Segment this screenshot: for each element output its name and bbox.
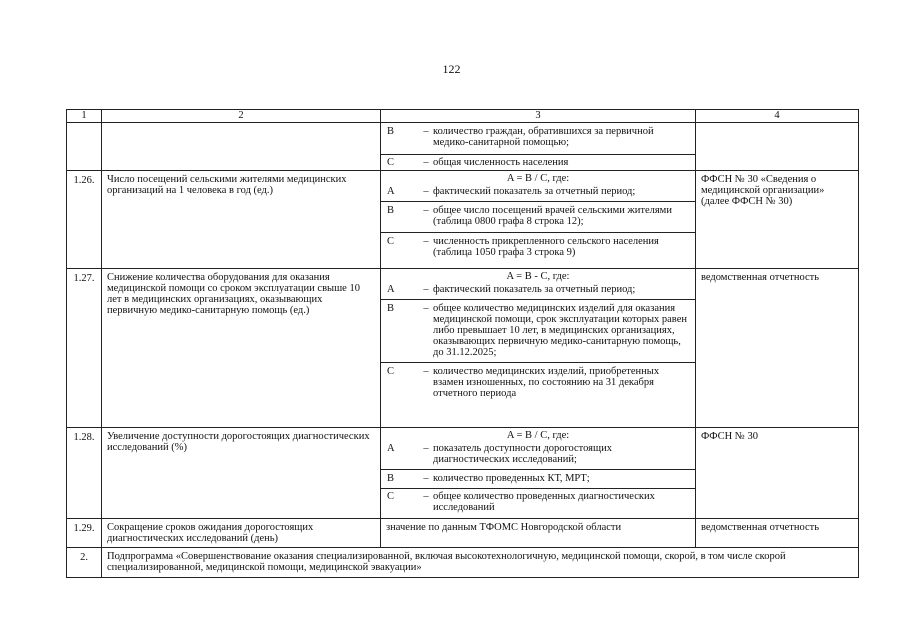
definition-item: B – общее число посещений врачей сельскими жителями (таблица 0800 графа 8 строка 12); [387,205,672,227]
definition-item: C – общая численность населения [387,157,569,168]
formula: A = B / C, где: [506,430,570,441]
source-cell: ведомственная отчетность [696,269,859,428]
table-row [67,269,859,428]
indicator-name: Число посещений сельскими жителями медицинских организаций на 1 человека в год (ед.) [102,171,381,269]
definition-item: B – количество проведенных КТ, МРТ; [387,473,590,484]
row-number: 2. [67,548,102,578]
definition-item: B – количество граждан, обратившихся за первичной медико-санитарной помощью; [387,126,654,148]
definition-item: A – показатель доступности дорогостоящих диагностических исследований; [387,443,612,465]
column-header: 2 [102,110,381,123]
row-number: 1.28. [67,428,102,519]
source-cell: ФФСН № 30 [696,428,859,519]
source-cell: ФФСН № 30 «Сведения о медицинской организации» (далее ФФСН № 30) [696,171,859,269]
definition-item: A – фактический показатель за отчетный период; [387,186,636,197]
table-row [67,548,859,578]
row-number: 1.29. [67,519,102,548]
formula: A = B - C, где: [506,271,570,282]
definition-item: A – фактический показатель за отчетный период; [387,284,636,295]
table-row [67,519,859,548]
formula-cell [381,269,696,428]
formula-cell [381,123,696,171]
row-number: 1.27. [67,269,102,428]
indicator-name: Снижение количества оборудования для оказания медицинской помощи со сроком эксплуатации свыше 10 лет в медицинских организациях, оказывающих первичную медико-санитарную помощь (ед.) [102,269,381,428]
column-header: 3 [381,110,696,123]
subprogram-title: Подпрограмма «Совершенствование оказания специализированной, включая высокотехнологичную, медицинской помощи, скорой, в том числе скорой специализированной, медицинской помощи, медицинской эвакуации» [102,548,859,578]
column-header: 1 [67,110,102,123]
table-row [67,171,859,269]
formula-cell [381,171,696,269]
definition-item: C – общее количество проведенных диагностических исследований [387,491,655,513]
source-cell: ведомственная отчетность [696,519,859,548]
indicators-table [66,109,859,578]
value-cell: значение по данным ТФОМС Новгородской области [381,519,696,548]
definition-item: C – численность прикрепленного сельского населения (таблица 1050 графа 3 строка 9) [387,236,659,258]
indicator-name: Сокращение сроков ожидания дорогостоящих диагностических исследований (день) [102,519,381,548]
column-header: 4 [696,110,859,123]
formula-cell [381,428,696,519]
table-header-row [67,110,859,123]
definition-item: C – количество медицинских изделий, приобретенных взамен изношенных, по состоянию на 31 декабря отчетного периода [387,366,660,399]
page-number: 122 [442,62,461,76]
indicator-name: Увеличение доступности дорогостоящих диагностических исследований (%) [102,428,381,519]
formula: A = B / C, где: [506,173,570,184]
definition-item: B – общее количество медицинских изделий для оказания медицинской помощи, срок эксплуатации которых равен либо превышает 10 лет, в медицинских организациях, оказывающих первичную медико-санитарную помощь, до 31.12.2025; [387,303,687,358]
table-row [67,428,859,519]
row-number: 1.26. [67,171,102,269]
table-row [67,123,859,171]
